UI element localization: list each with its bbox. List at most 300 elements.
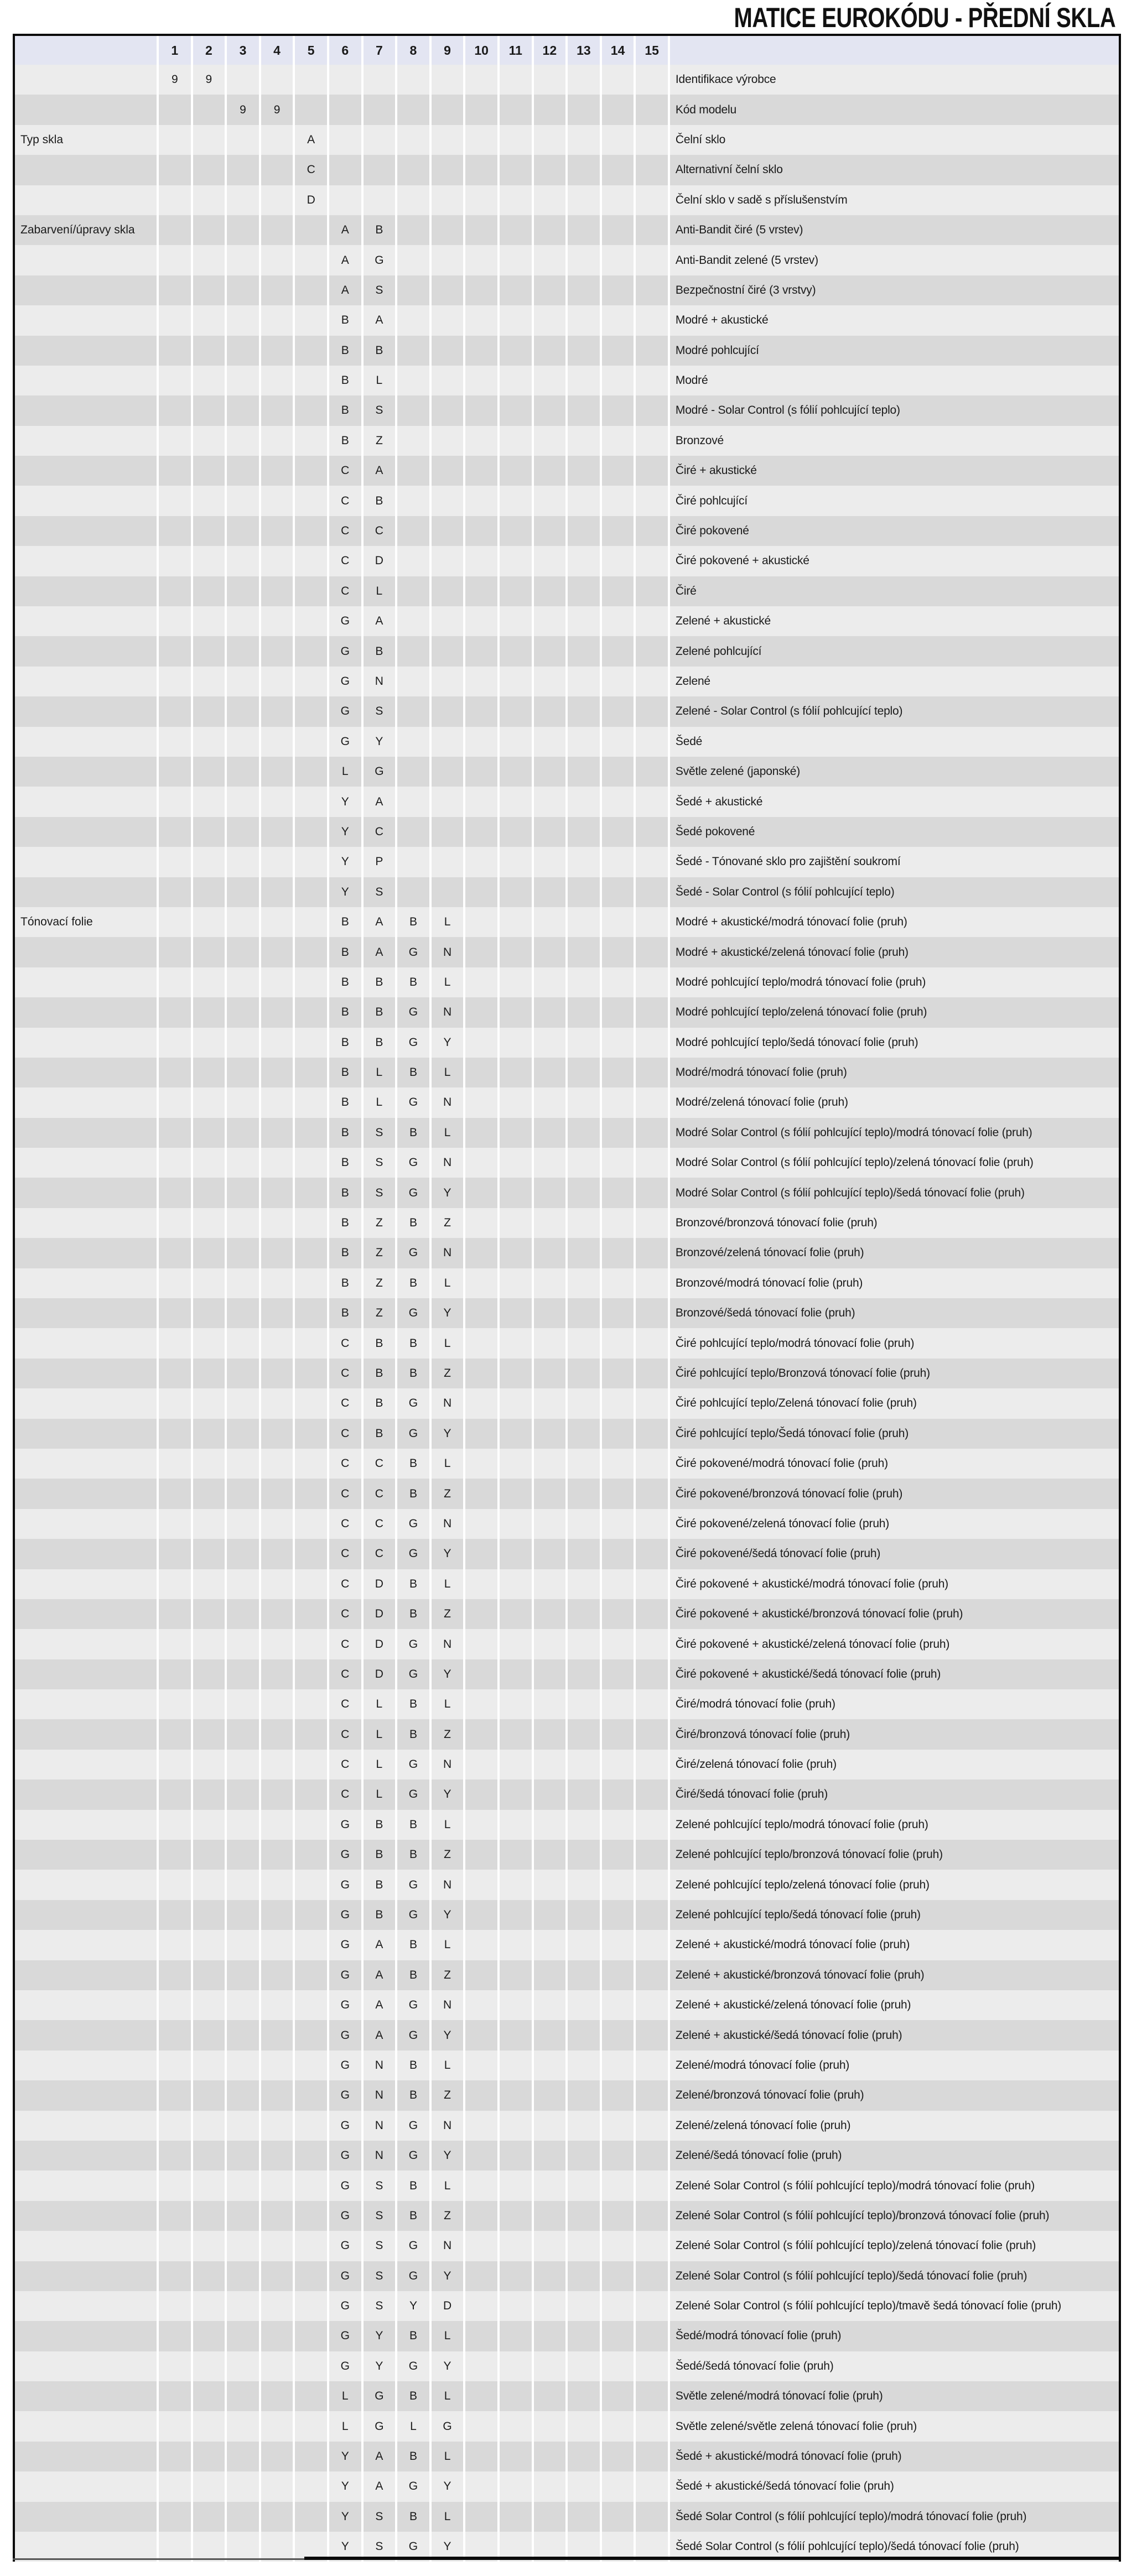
- code-cell-pos-13: [568, 576, 602, 606]
- code-cell-pos-6: A: [329, 245, 364, 275]
- code-cell-pos-8: B: [397, 1960, 432, 1990]
- row-description: Zelené pohlcující teplo/modrá tónovací folie (pruh): [675, 1818, 928, 1831]
- code-cell-pos-2: [193, 1719, 227, 1749]
- code-cell-pos-14: [602, 2471, 636, 2501]
- code-cell-pos-2: [193, 95, 227, 124]
- code-cell-pos-13: [568, 366, 602, 395]
- code-cell-pos-13: [568, 2171, 602, 2200]
- code-cell-pos-7: Y: [364, 2351, 398, 2381]
- code-cell-pos-13: [568, 727, 602, 757]
- code-cell-pos-2: [193, 1479, 227, 1508]
- code-cell-pos-1: [159, 847, 193, 877]
- code-cell-pos-9: L: [432, 2321, 466, 2351]
- code-cell-pos-6: B: [329, 1028, 364, 1058]
- row-category-label: [15, 1028, 159, 1058]
- code-cell-pos-8: G: [397, 1509, 432, 1539]
- code-cell-pos-8: B: [397, 1719, 432, 1749]
- code-cell-pos-3: [227, 65, 261, 95]
- table-bottom-border: [13, 2558, 304, 2560]
- row-category-label: [15, 2471, 159, 2501]
- code-cell-pos-5: [295, 215, 329, 245]
- code-cell-pos-15: [636, 516, 670, 546]
- code-cell-pos-15: [636, 2051, 670, 2080]
- code-cell-pos-7: A: [364, 1990, 398, 2020]
- code-cell-pos-14: [602, 395, 636, 425]
- table-row: [15, 937, 1119, 967]
- code-cell-pos-7: A: [364, 305, 398, 335]
- code-cell-pos-6: G: [329, 606, 364, 636]
- code-cell-pos-6: C: [329, 1569, 364, 1599]
- code-cell-pos-15: [636, 1058, 670, 1087]
- code-cell-pos-11: [500, 1238, 534, 1268]
- code-cell-pos-15: [636, 1870, 670, 1900]
- code-cell-pos-10: [465, 2502, 500, 2532]
- code-cell-pos-3: [227, 1810, 261, 1840]
- code-cell-pos-4: [261, 1238, 295, 1268]
- code-cell-pos-10: [465, 1900, 500, 1930]
- code-cell-pos-11: [500, 2261, 534, 2291]
- code-cell-pos-12: [534, 516, 568, 546]
- code-cell-pos-3: [227, 2321, 261, 2351]
- code-cell-pos-3: [227, 1388, 261, 1418]
- code-cell-pos-7: L: [364, 366, 398, 395]
- code-cell-pos-3: [227, 2080, 261, 2110]
- code-cell-pos-12: [534, 2261, 568, 2291]
- code-cell-pos-13: [568, 95, 602, 124]
- code-cell-pos-5: [295, 95, 329, 124]
- code-cell-pos-6: G: [329, 1900, 364, 1930]
- code-cell-pos-1: [159, 1810, 193, 1840]
- code-cell-pos-10: [465, 2111, 500, 2141]
- row-description: Šedé + akustické/šedá tónovací folie (pruh): [675, 2480, 894, 2493]
- code-cell-pos-5: [295, 1148, 329, 1178]
- row-description: Čiré/zelená tónovací folie (pruh): [675, 1758, 837, 1771]
- table-row: [15, 1659, 1119, 1689]
- code-cell-pos-9: [432, 847, 466, 877]
- code-cell-pos-12: [534, 245, 568, 275]
- code-cell-pos-12: [534, 305, 568, 335]
- code-cell-pos-4: [261, 727, 295, 757]
- code-cell-pos-9: [432, 576, 466, 606]
- row-category-label: [15, 847, 159, 877]
- code-cell-pos-10: [465, 1028, 500, 1058]
- code-cell-pos-14: [602, 1870, 636, 1900]
- code-cell-pos-13: [568, 2051, 602, 2080]
- code-cell-pos-8: B: [397, 1208, 432, 1238]
- column-header-10: 10: [465, 36, 500, 65]
- column-header-7: 7: [364, 36, 398, 65]
- code-cell-pos-14: [602, 1750, 636, 1779]
- code-cell-pos-10: [465, 1689, 500, 1719]
- code-cell-pos-4: [261, 1870, 295, 1900]
- code-cell-pos-11: [500, 1087, 534, 1117]
- code-cell-pos-6: B: [329, 366, 364, 395]
- code-cell-pos-3: [227, 606, 261, 636]
- code-cell-pos-15: [636, 486, 670, 516]
- code-cell-pos-9: [432, 125, 466, 155]
- code-cell-pos-10: [465, 456, 500, 486]
- code-cell-pos-1: [159, 1930, 193, 1960]
- code-cell-pos-15: [636, 95, 670, 124]
- code-cell-pos-12: [534, 636, 568, 666]
- code-cell-pos-4: [261, 516, 295, 546]
- code-cell-pos-3: [227, 1840, 261, 1870]
- code-cell-pos-6: C: [329, 546, 364, 576]
- code-cell-pos-5: [295, 486, 329, 516]
- code-cell-pos-8: [397, 215, 432, 245]
- code-cell-pos-13: [568, 275, 602, 305]
- code-cell-pos-12: [534, 817, 568, 847]
- table-row: [15, 757, 1119, 787]
- code-cell-pos-12: [534, 847, 568, 877]
- code-cell-pos-15: [636, 2291, 670, 2321]
- code-cell-pos-14: [602, 1509, 636, 1539]
- code-cell-pos-14: [602, 1810, 636, 1840]
- code-cell-pos-1: [159, 1208, 193, 1238]
- code-cell-pos-9: N: [432, 1750, 466, 1779]
- code-cell-pos-13: [568, 1118, 602, 1148]
- code-cell-pos-9: L: [432, 907, 466, 937]
- row-description: Modré Solar Control (s fólií pohlcující teplo)/šedá tónovací folie (pruh): [675, 1186, 1025, 1199]
- code-cell-pos-2: [193, 1359, 227, 1388]
- code-cell-pos-7: A: [364, 2471, 398, 2501]
- code-cell-pos-2: [193, 636, 227, 666]
- code-cell-pos-7: A: [364, 787, 398, 816]
- code-cell-pos-13: [568, 1419, 602, 1449]
- code-cell-pos-2: [193, 486, 227, 516]
- code-cell-pos-5: [295, 967, 329, 997]
- code-cell-pos-4: [261, 185, 295, 215]
- code-cell-pos-12: [534, 1479, 568, 1508]
- code-cell-pos-6: B: [329, 1058, 364, 1087]
- code-cell-pos-5: [295, 1659, 329, 1689]
- table-row: [15, 1900, 1119, 1930]
- code-cell-pos-2: [193, 336, 227, 366]
- code-cell-pos-4: [261, 336, 295, 366]
- code-cell-pos-15: [636, 1779, 670, 1809]
- code-cell-pos-6: B: [329, 1148, 364, 1178]
- code-cell-pos-3: [227, 1870, 261, 1900]
- code-cell-pos-4: [261, 1539, 295, 1569]
- code-cell-pos-2: [193, 1750, 227, 1779]
- row-description: Čiré pohlcující: [675, 494, 748, 507]
- code-cell-pos-2: [193, 1028, 227, 1058]
- code-cell-pos-10: [465, 426, 500, 456]
- row-description: Šedé pokovené: [675, 825, 755, 838]
- code-cell-pos-3: [227, 336, 261, 366]
- code-cell-pos-11: [500, 576, 534, 606]
- code-cell-pos-1: [159, 185, 193, 215]
- code-cell-pos-15: [636, 185, 670, 215]
- code-cell-pos-1: [159, 125, 193, 155]
- code-cell-pos-7: B: [364, 967, 398, 997]
- code-cell-pos-3: [227, 305, 261, 335]
- code-cell-pos-10: [465, 696, 500, 726]
- code-cell-pos-3: 9: [227, 95, 261, 124]
- code-cell-pos-6: Y: [329, 2532, 364, 2562]
- code-cell-pos-14: [602, 1087, 636, 1117]
- code-cell-pos-15: [636, 1419, 670, 1449]
- code-cell-pos-2: [193, 877, 227, 907]
- row-description: Čiré pokovené + akustické/bronzová tónovací folie (pruh): [675, 1607, 963, 1621]
- code-cell-pos-10: [465, 2020, 500, 2050]
- code-cell-pos-1: [159, 907, 193, 937]
- code-cell-pos-7: L: [364, 1689, 398, 1719]
- code-cell-pos-14: [602, 1779, 636, 1809]
- code-cell-pos-9: N: [432, 1087, 466, 1117]
- code-cell-pos-10: [465, 1359, 500, 1388]
- code-cell-pos-4: [261, 2351, 295, 2381]
- code-cell-pos-12: [534, 2442, 568, 2471]
- code-cell-pos-2: [193, 1659, 227, 1689]
- code-cell-pos-13: [568, 2111, 602, 2141]
- code-cell-pos-11: [500, 1990, 534, 2020]
- code-cell-pos-3: [227, 1719, 261, 1749]
- code-cell-pos-3: [227, 2201, 261, 2231]
- code-cell-pos-8: [397, 787, 432, 816]
- code-cell-pos-11: [500, 1178, 534, 1208]
- code-cell-pos-8: B: [397, 2201, 432, 2231]
- row-category-label: [15, 1659, 159, 1689]
- code-cell-pos-6: B: [329, 1118, 364, 1148]
- code-cell-pos-15: [636, 2141, 670, 2171]
- code-cell-pos-9: L: [432, 1118, 466, 1148]
- code-cell-pos-2: [193, 1178, 227, 1208]
- code-cell-pos-10: [465, 395, 500, 425]
- code-cell-pos-5: [295, 2442, 329, 2471]
- code-cell-pos-11: [500, 2411, 534, 2441]
- row-category-label: [15, 2351, 159, 2381]
- code-cell-pos-2: [193, 2381, 227, 2411]
- code-cell-pos-8: G: [397, 937, 432, 967]
- column-header-15: 15: [636, 36, 670, 65]
- code-cell-pos-10: [465, 2141, 500, 2171]
- code-cell-pos-10: [465, 1388, 500, 1418]
- code-cell-pos-11: [500, 1419, 534, 1449]
- code-cell-pos-14: [602, 1118, 636, 1148]
- code-cell-pos-1: [159, 636, 193, 666]
- code-cell-pos-2: [193, 727, 227, 757]
- code-cell-pos-7: S: [364, 1178, 398, 1208]
- code-cell-pos-8: [397, 546, 432, 576]
- code-cell-pos-5: [295, 2291, 329, 2321]
- table-row: [15, 667, 1119, 696]
- code-cell-pos-2: [193, 516, 227, 546]
- code-cell-pos-8: G: [397, 1629, 432, 1659]
- code-cell-pos-12: [534, 155, 568, 185]
- code-cell-pos-9: [432, 636, 466, 666]
- code-cell-pos-3: [227, 1238, 261, 1268]
- code-cell-pos-1: [159, 606, 193, 636]
- code-cell-pos-2: [193, 2141, 227, 2171]
- code-cell-pos-11: [500, 2502, 534, 2532]
- code-cell-pos-4: 9: [261, 95, 295, 124]
- code-cell-pos-11: [500, 1629, 534, 1659]
- code-cell-pos-14: [602, 576, 636, 606]
- code-cell-pos-2: [193, 1870, 227, 1900]
- table-row: [15, 516, 1119, 546]
- code-cell-pos-10: [465, 667, 500, 696]
- code-cell-pos-4: [261, 1810, 295, 1840]
- code-cell-pos-4: [261, 997, 295, 1027]
- code-cell-pos-10: [465, 877, 500, 907]
- code-cell-pos-6: G: [329, 2141, 364, 2171]
- code-cell-pos-7: A: [364, 937, 398, 967]
- code-cell-pos-13: [568, 125, 602, 155]
- code-cell-pos-1: [159, 95, 193, 124]
- code-cell-pos-4: [261, 787, 295, 816]
- column-header-14: 14: [602, 36, 636, 65]
- row-category-label: [15, 2171, 159, 2200]
- code-cell-pos-7: B: [364, 1840, 398, 1870]
- code-cell-pos-15: [636, 967, 670, 997]
- code-cell-pos-1: [159, 1900, 193, 1930]
- code-cell-pos-14: [602, 486, 636, 516]
- code-cell-pos-6: B: [329, 937, 364, 967]
- row-category-label: [15, 1990, 159, 2020]
- row-description: Zelené/zelená tónovací folie (pruh): [675, 2119, 851, 2132]
- code-cell-pos-11: [500, 546, 534, 576]
- code-cell-pos-3: [227, 1359, 261, 1388]
- code-cell-pos-7: Z: [364, 426, 398, 456]
- code-cell-pos-9: [432, 336, 466, 366]
- code-cell-pos-12: [534, 2171, 568, 2200]
- code-cell-pos-13: [568, 2411, 602, 2441]
- code-cell-pos-5: [295, 2351, 329, 2381]
- code-cell-pos-9: Z: [432, 1719, 466, 1749]
- code-cell-pos-12: [534, 576, 568, 606]
- code-cell-pos-11: [500, 65, 534, 95]
- row-description: Modré pohlcující: [675, 344, 759, 357]
- code-cell-pos-7: G: [364, 2381, 398, 2411]
- row-category-label: [15, 2080, 159, 2110]
- code-cell-pos-1: [159, 456, 193, 486]
- code-cell-pos-5: [295, 937, 329, 967]
- row-description: Čelní sklo v sadě s příslušenstvím: [675, 193, 848, 206]
- row-description: Zelené pohlcující teplo/šedá tónovací folie (pruh): [675, 1908, 921, 1922]
- code-cell-pos-11: [500, 155, 534, 185]
- code-cell-pos-14: [602, 2020, 636, 2050]
- code-cell-pos-11: [500, 305, 534, 335]
- code-cell-pos-12: [534, 907, 568, 937]
- code-cell-pos-5: [295, 757, 329, 787]
- code-cell-pos-3: [227, 1479, 261, 1508]
- code-cell-pos-14: [602, 366, 636, 395]
- code-cell-pos-12: [534, 2111, 568, 2141]
- code-cell-pos-2: [193, 1990, 227, 2020]
- code-cell-pos-5: [295, 1268, 329, 1298]
- code-cell-pos-1: [159, 1750, 193, 1779]
- code-cell-pos-15: [636, 336, 670, 366]
- code-cell-pos-8: B: [397, 1689, 432, 1719]
- table-row: [15, 2141, 1119, 2171]
- row-description: Modré + akustické: [675, 314, 769, 327]
- code-cell-pos-1: [159, 2080, 193, 2110]
- code-cell-pos-13: [568, 546, 602, 576]
- row-description: Světle zelené (japonské): [675, 765, 801, 778]
- code-cell-pos-8: G: [397, 1900, 432, 1930]
- code-cell-pos-8: G: [397, 2532, 432, 2562]
- code-cell-pos-6: C: [329, 486, 364, 516]
- code-cell-pos-3: [227, 877, 261, 907]
- code-cell-pos-2: [193, 215, 227, 245]
- code-cell-pos-9: [432, 426, 466, 456]
- code-cell-pos-11: [500, 245, 534, 275]
- code-cell-pos-1: [159, 1659, 193, 1689]
- table-row: [15, 426, 1119, 456]
- code-cell-pos-4: [261, 1569, 295, 1599]
- code-cell-pos-12: [534, 2351, 568, 2381]
- code-cell-pos-3: [227, 2141, 261, 2171]
- code-cell-pos-9: Y: [432, 2471, 466, 2501]
- row-description: Zelené + akustické/modrá tónovací folie (pruh): [675, 1938, 910, 1951]
- row-description: Čiré: [675, 584, 697, 597]
- table-row: [15, 1178, 1119, 1208]
- code-cell-pos-6: C: [329, 1689, 364, 1719]
- code-cell-pos-13: [568, 1328, 602, 1358]
- code-cell-pos-14: [602, 2442, 636, 2471]
- code-cell-pos-13: [568, 2351, 602, 2381]
- code-cell-pos-4: [261, 2051, 295, 2080]
- code-cell-pos-15: [636, 2201, 670, 2231]
- code-cell-pos-11: [500, 2201, 534, 2231]
- code-cell-pos-14: [602, 1569, 636, 1599]
- row-description: Čelní sklo: [675, 133, 726, 146]
- row-description: Bronzové/šedá tónovací folie (pruh): [675, 1307, 855, 1320]
- code-cell-pos-8: G: [397, 997, 432, 1027]
- code-cell-pos-9: Z: [432, 1599, 466, 1629]
- column-header-13: 13: [568, 36, 602, 65]
- code-cell-pos-9: [432, 546, 466, 576]
- code-cell-pos-8: G: [397, 1028, 432, 1058]
- row-category-label: [15, 667, 159, 696]
- row-description: Šedé + akustické/modrá tónovací folie (pruh): [675, 2450, 902, 2463]
- code-cell-pos-5: [295, 1719, 329, 1749]
- code-cell-pos-6: C: [329, 1449, 364, 1479]
- code-cell-pos-12: [534, 275, 568, 305]
- code-cell-pos-15: [636, 1208, 670, 1238]
- code-cell-pos-8: B: [397, 2442, 432, 2471]
- code-cell-pos-10: [465, 1058, 500, 1087]
- row-description: Modré + akustické/modrá tónovací folie (pruh): [675, 915, 907, 929]
- code-cell-pos-4: [261, 2291, 295, 2321]
- code-cell-pos-11: [500, 937, 534, 967]
- code-cell-pos-7: Y: [364, 727, 398, 757]
- code-cell-pos-6: G: [329, 2051, 364, 2080]
- code-cell-pos-7: Z: [364, 1238, 398, 1268]
- code-cell-pos-1: [159, 1058, 193, 1087]
- table-row: [15, 185, 1119, 215]
- table-row: [15, 1388, 1119, 1418]
- code-cell-pos-9: N: [432, 1629, 466, 1659]
- code-cell-pos-4: [261, 1328, 295, 1358]
- code-cell-pos-1: [159, 2171, 193, 2200]
- code-cell-pos-11: [500, 1750, 534, 1779]
- code-cell-pos-14: [602, 1840, 636, 1870]
- code-cell-pos-1: [159, 426, 193, 456]
- code-cell-pos-15: [636, 2411, 670, 2441]
- code-cell-pos-1: [159, 1359, 193, 1388]
- code-cell-pos-15: [636, 667, 670, 696]
- table-row: [15, 1479, 1119, 1508]
- code-cell-pos-6: C: [329, 1539, 364, 1569]
- code-cell-pos-9: L: [432, 1058, 466, 1087]
- code-cell-pos-14: [602, 1328, 636, 1358]
- code-cell-pos-12: [534, 2020, 568, 2050]
- code-cell-pos-12: [534, 1930, 568, 1960]
- code-cell-pos-5: [295, 395, 329, 425]
- code-cell-pos-15: [636, 636, 670, 666]
